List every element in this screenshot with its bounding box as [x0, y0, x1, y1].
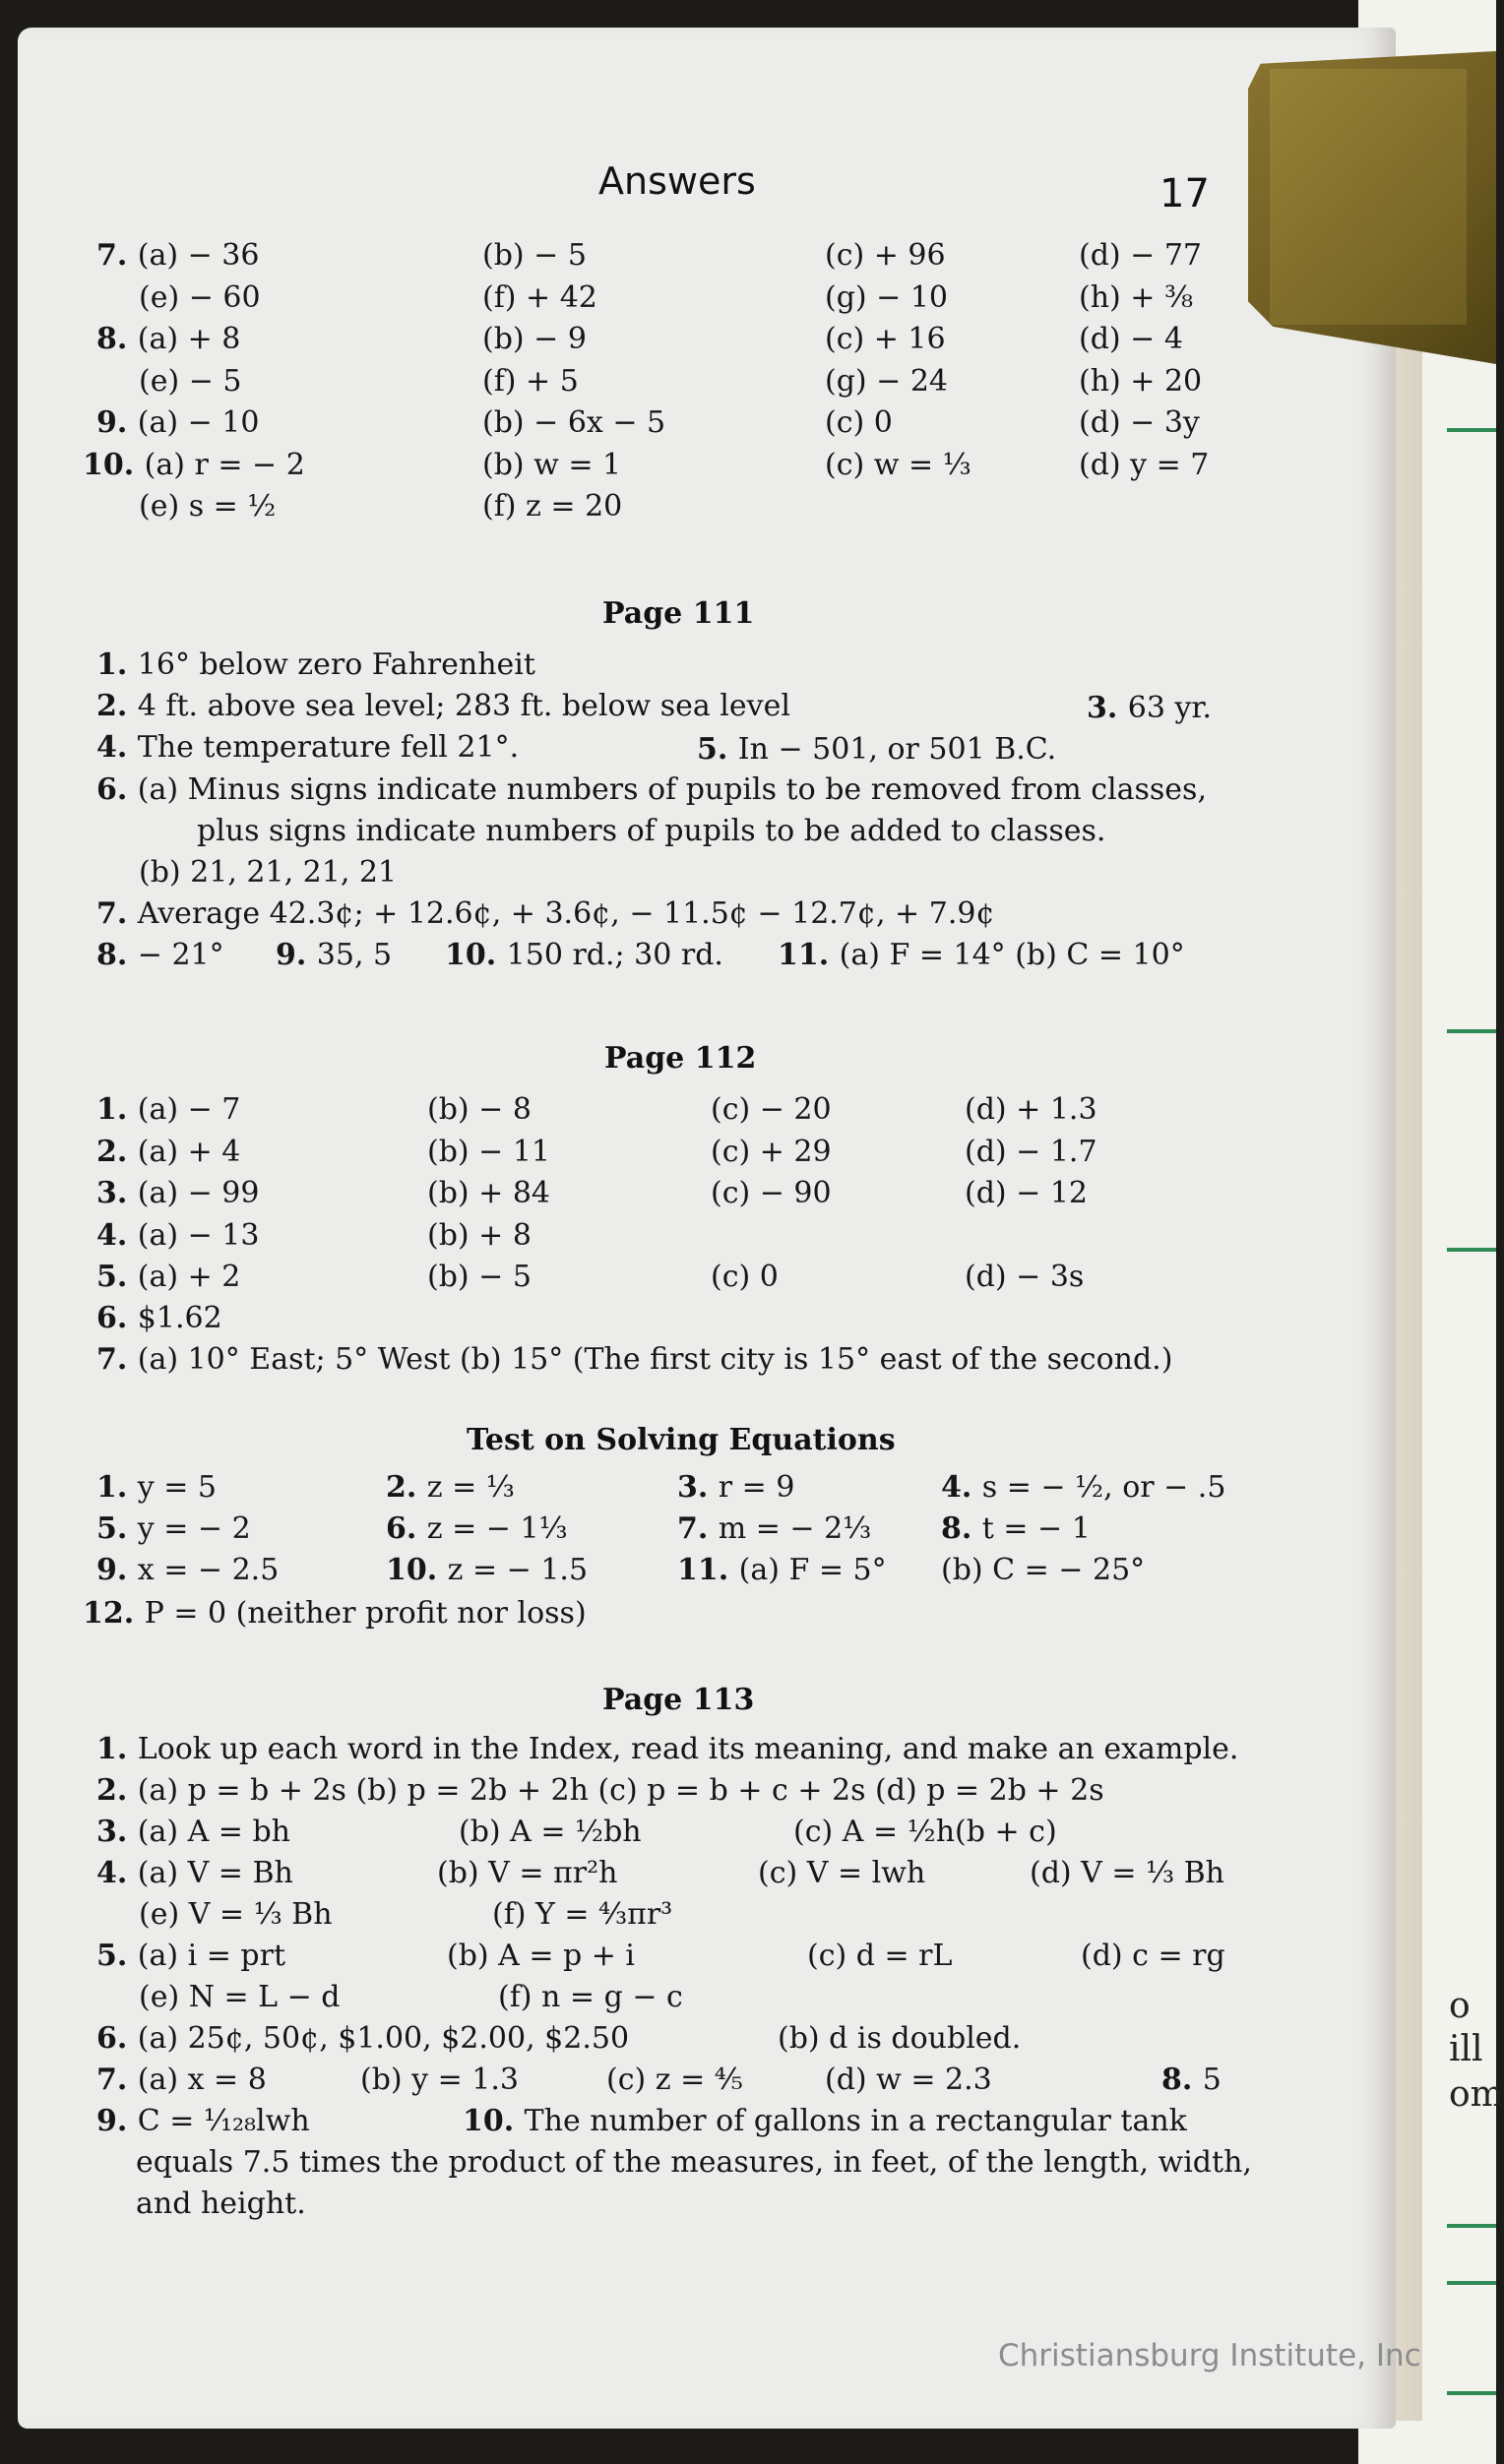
item-number: 8.	[96, 938, 138, 972]
item-text: (d) c = rg	[1081, 1939, 1225, 1973]
answer-item	[941, 1553, 1145, 1587]
answer-item	[276, 938, 392, 972]
green-rule	[1447, 1248, 1496, 1252]
item-number: 8.	[941, 1511, 982, 1546]
item-text: (f) z = 20	[482, 489, 623, 524]
item-text: (d) − 12	[965, 1176, 1088, 1210]
answer-item	[96, 1260, 240, 1294]
answer-item	[96, 405, 259, 440]
item-text: (e) N = L − d	[139, 1980, 341, 2014]
answer-item	[965, 1092, 1097, 1127]
item-text: (a) + 2	[137, 1260, 241, 1294]
answer-item	[1079, 448, 1209, 482]
answer-item	[482, 238, 587, 273]
item-text: 35, 5	[316, 938, 393, 972]
item-text: (f) n = g − c	[498, 1980, 683, 2014]
item-number: 6.	[96, 772, 138, 807]
item-number: 2.	[96, 1773, 138, 1808]
item-text: (c) A = ½h(b + c)	[793, 1815, 1057, 1849]
item-number: 10.	[83, 447, 145, 482]
page-title: Answers	[598, 159, 756, 203]
section-heading: Test on Solving Equations	[467, 1423, 896, 1457]
item-text: (a) − 99	[137, 1176, 260, 1210]
answer-item	[386, 1553, 588, 1587]
answer-item	[1079, 238, 1202, 273]
answer-item	[96, 238, 259, 273]
item-text: and height.	[136, 2187, 306, 2221]
green-rule	[1447, 2391, 1496, 2395]
answer-item	[778, 938, 1185, 972]
answer-item	[482, 448, 621, 482]
item-text: (b) 21, 21, 21, 21	[139, 855, 398, 890]
item-number: 9.	[96, 405, 138, 440]
item-text: (b) d is doubled.	[778, 2021, 1022, 2056]
watermark: Christiansburg Institute, Inc	[998, 2338, 1421, 2373]
index-tab-highlight	[1270, 69, 1467, 325]
answer-item	[96, 938, 224, 972]
item-text: (b) − 9	[482, 322, 587, 356]
item-text: (c) − 90	[711, 1176, 832, 1210]
answer-item	[96, 1856, 293, 1890]
item-text: (a) 10° East; 5° West (b) 15° (The first city is 15° east of the second.)	[137, 1342, 1173, 1377]
answer-item	[965, 1176, 1088, 1210]
item-text: (c) + 16	[825, 322, 946, 356]
item-text: (d) V = ⅓ Bh	[1030, 1856, 1225, 1890]
answer-item	[96, 647, 535, 682]
answer-item	[482, 322, 587, 356]
answer-item	[83, 1596, 587, 1631]
answer-item	[427, 1260, 532, 1294]
item-text: (b) w = 1	[482, 447, 622, 482]
item-text: plus signs indicate numbers of pupils to be added to classes.	[197, 814, 1106, 848]
adjacent-text: o	[1449, 1986, 1471, 2026]
answer-item	[1079, 280, 1193, 315]
item-number: 10.	[386, 1553, 448, 1587]
answer-item	[1079, 322, 1183, 356]
item-text: 63 yr.	[1127, 691, 1213, 725]
item-text: 16° below zero Fahrenheit	[137, 647, 535, 682]
item-number: 2.	[386, 1470, 427, 1505]
item-text: (a) V = Bh	[137, 1856, 293, 1890]
item-text: x = − 2.5	[137, 1553, 280, 1587]
item-text: (a) F = 14° (b) C = 10°	[839, 938, 1185, 972]
item-text: z = − 1⅓	[426, 1511, 568, 1546]
item-text: (a) − 13	[137, 1217, 260, 1253]
item-text: (d) w = 2.3	[825, 2063, 992, 2097]
item-text: (b) − 8	[427, 1092, 532, 1127]
item-text: (a) A = bh	[137, 1815, 290, 1849]
item-text: − 21°	[137, 938, 224, 972]
item-number: 9.	[96, 2104, 138, 2138]
item-number: 6.	[96, 2021, 138, 2056]
answer-item	[136, 2187, 306, 2221]
answer-item	[96, 1176, 259, 1210]
answer-item	[445, 938, 723, 972]
item-text: (c) + 29	[711, 1134, 832, 1169]
item-number: 7.	[96, 896, 138, 931]
answer-item	[711, 1176, 832, 1210]
answer-item	[482, 489, 622, 524]
answer-item	[825, 322, 946, 356]
item-text: (a) − 10	[137, 405, 260, 440]
item-text: (b) y = 1.3	[360, 2063, 520, 2097]
item-text: (b) + 84	[427, 1176, 550, 1210]
answer-item	[96, 1815, 290, 1849]
item-text: 5	[1202, 2063, 1222, 2097]
item-text: (b) A = ½bh	[459, 1815, 642, 1849]
item-number: 7.	[677, 1511, 719, 1546]
answer-item	[139, 855, 397, 890]
item-number: 7.	[96, 2063, 138, 2097]
answer-item	[498, 1980, 683, 2014]
item-text: (c) 0	[825, 405, 893, 440]
item-number: 3.	[1087, 691, 1128, 725]
item-text: (h) + 20	[1079, 363, 1203, 399]
item-number: 4.	[96, 730, 138, 765]
answer-item	[482, 364, 579, 399]
answer-item	[482, 280, 597, 315]
item-text: (f) Y = ⁴⁄₃πr³	[492, 1897, 673, 1932]
item-text: (a) 25¢, 50¢, $1.00, $2.00, $2.50	[137, 2021, 630, 2056]
answer-item	[941, 1470, 1225, 1505]
item-text: (e) V = ⅓ Bh	[139, 1897, 333, 1932]
answer-item	[711, 1260, 779, 1294]
answer-item	[139, 280, 261, 315]
answer-item	[677, 1511, 871, 1546]
item-text: t = − 1	[981, 1511, 1091, 1546]
item-text: (a) i = prt	[137, 1939, 285, 1973]
item-text: (d) − 4	[1079, 322, 1183, 356]
item-text: equals 7.5 times the product of the measures, in feet, of the length, width,	[136, 2145, 1252, 2180]
answer-item	[427, 1135, 550, 1169]
item-text: Look up each word in the Index, read its meaning, and make an example.	[137, 1732, 1239, 1766]
item-text: (a) p = b + 2s (b) p = 2b + 2h (c) p = b + c + 2s (d) p = 2b + 2s	[137, 1773, 1104, 1808]
item-number: 2.	[96, 1134, 138, 1169]
item-number: 7.	[96, 1342, 138, 1377]
item-number: 4.	[941, 1470, 982, 1505]
answer-item	[606, 2063, 743, 2097]
adjacent-text: om	[1449, 2074, 1504, 2115]
item-text: (a) − 7	[137, 1092, 241, 1127]
item-number: 5.	[96, 1511, 138, 1546]
answer-item	[825, 364, 948, 399]
answer-item	[96, 1135, 240, 1169]
adjacent-text: ill	[1449, 2029, 1483, 2069]
item-text: (d) − 77	[1079, 238, 1202, 273]
item-text: $1.62	[137, 1301, 222, 1335]
item-text: (c) w = ⅓	[825, 447, 971, 482]
item-number: 11.	[677, 1553, 739, 1587]
answer-item	[711, 1092, 832, 1127]
answer-item	[711, 1135, 832, 1169]
answer-item	[697, 732, 1056, 767]
item-text: (d) y = 7	[1079, 447, 1210, 482]
item-text: (c) + 96	[825, 238, 946, 273]
item-text: m = − 2⅓	[718, 1511, 872, 1546]
answer-item	[139, 1897, 333, 1932]
item-text: Average 42.3¢; + 12.6¢, + 3.6¢, − 11.5¢ − 12.7¢, + 7.9¢	[137, 896, 995, 931]
green-rule	[1447, 1029, 1496, 1033]
item-text: z = ⅓	[426, 1470, 515, 1505]
answer-item	[793, 1815, 1057, 1849]
answer-item	[96, 730, 519, 765]
answer-item	[965, 1260, 1084, 1294]
answer-item	[1161, 2063, 1222, 2097]
item-text: s = − ½, or − .5	[981, 1470, 1226, 1505]
item-number: 1.	[96, 1732, 138, 1766]
item-text: In − 501, or 501 B.C.	[737, 732, 1057, 767]
item-text: The number of gallons in a rectangular tank	[524, 2104, 1187, 2138]
item-text: (c) z = ⅘	[606, 2063, 743, 2097]
item-number: 12.	[83, 1596, 145, 1631]
item-text: (b) − 5	[482, 238, 587, 273]
answer-item	[427, 1218, 532, 1253]
item-text: (d) − 3y	[1079, 405, 1200, 440]
item-number: 8.	[96, 322, 138, 356]
item-text: (c) − 20	[711, 1092, 832, 1127]
item-number: 3.	[96, 1176, 138, 1210]
item-text: (a) F = 5°	[738, 1553, 887, 1587]
answer-item	[1079, 405, 1200, 440]
item-text: (g) − 10	[825, 279, 948, 315]
answer-item	[447, 1939, 635, 1973]
item-number: 4.	[96, 1217, 138, 1253]
item-number: 10.	[445, 938, 507, 972]
answer-item	[83, 448, 305, 482]
answer-item	[677, 1553, 887, 1587]
answer-item	[96, 896, 995, 931]
answer-item	[139, 489, 276, 524]
answer-item	[197, 814, 1105, 848]
item-number: 7.	[96, 238, 138, 273]
item-text: (b) V = πr²h	[437, 1856, 618, 1890]
item-text: The temperature fell 21°.	[137, 730, 520, 765]
item-number: 4.	[96, 1856, 138, 1890]
answer-item	[825, 238, 946, 273]
answer-item	[758, 1856, 925, 1890]
green-rule	[1447, 2224, 1496, 2228]
answer-item	[96, 772, 1207, 807]
item-number: 3.	[96, 1815, 138, 1849]
item-text: (f) + 5	[482, 363, 579, 399]
item-text: (a) x = 8	[137, 2063, 267, 2097]
answer-item	[96, 2063, 267, 2097]
answer-item	[136, 2145, 1252, 2180]
answer-item	[360, 2063, 519, 2097]
item-number: 6.	[386, 1511, 427, 1546]
item-text: 150 rd.; 30 rd.	[506, 938, 723, 972]
item-text: (b) − 11	[427, 1134, 550, 1169]
item-text: (d) − 3s	[965, 1260, 1085, 1294]
item-number: 8.	[1161, 2063, 1203, 2097]
item-text: y = − 2	[137, 1511, 251, 1546]
item-number: 1.	[96, 1470, 138, 1505]
item-number: 1.	[96, 647, 138, 682]
green-rule	[1447, 2281, 1496, 2285]
answer-item	[965, 1135, 1097, 1169]
answer-item	[778, 2021, 1021, 2056]
section-heading: Page 113	[602, 1683, 755, 1717]
item-text: (d) + 1.3	[965, 1092, 1097, 1127]
answer-item	[459, 1815, 642, 1849]
section-heading: Page 112	[604, 1041, 757, 1076]
answer-item	[96, 1732, 1238, 1766]
answer-item	[463, 2104, 1187, 2138]
answer-item	[96, 1773, 1104, 1808]
answer-item	[96, 1553, 279, 1587]
item-text: (h) + ⅜	[1079, 279, 1194, 315]
item-number: 3.	[677, 1470, 719, 1505]
answer-item	[386, 1470, 515, 1505]
answer-item	[427, 1176, 550, 1210]
answer-item	[941, 1511, 1091, 1546]
answer-item	[386, 1511, 568, 1546]
answer-item	[1030, 1856, 1224, 1890]
item-text: z = − 1.5	[447, 1553, 589, 1587]
item-text: C = ¹⁄₁₂₈lwh	[137, 2104, 310, 2138]
answer-item	[96, 1470, 217, 1505]
answer-item	[96, 2104, 310, 2138]
answer-item	[139, 1980, 341, 2014]
item-text: y = 5	[137, 1470, 218, 1505]
item-text: (a) Minus signs indicate numbers of pupils to be removed from classes,	[137, 772, 1207, 807]
item-text: (b) − 5	[427, 1260, 532, 1294]
item-text: (b) A = p + i	[447, 1939, 636, 1973]
item-text: (b) C = − 25°	[941, 1553, 1146, 1587]
item-text: (f) + 42	[482, 279, 597, 315]
answer-item	[437, 1856, 617, 1890]
green-rule	[1447, 428, 1496, 432]
answer-item	[825, 448, 971, 482]
answer-item	[96, 322, 240, 356]
answer-item	[96, 689, 790, 723]
answer-item	[427, 1092, 532, 1127]
item-number: 9.	[96, 1553, 138, 1587]
item-text: (b) − 6x − 5	[482, 405, 666, 440]
item-number: 1.	[96, 1092, 138, 1127]
item-number: 10.	[463, 2104, 525, 2138]
answer-item	[492, 1897, 672, 1932]
answer-item	[96, 1342, 1172, 1377]
item-number: 5.	[96, 1260, 138, 1294]
item-text: (e) − 5	[139, 363, 242, 399]
answer-item	[825, 280, 948, 315]
answer-item	[825, 2063, 992, 2097]
item-text: (e) − 60	[139, 279, 261, 315]
item-text: (a) r = − 2	[144, 447, 305, 482]
item-text: (e) s = ½	[139, 489, 277, 524]
answer-item	[96, 2021, 629, 2056]
answer-item	[482, 405, 665, 440]
answer-item	[677, 1470, 794, 1505]
answer-item	[96, 1939, 285, 1973]
answer-item	[96, 1092, 240, 1127]
item-text: 4 ft. above sea level; 283 ft. below sea level	[137, 689, 790, 723]
item-text: r = 9	[718, 1470, 795, 1505]
item-text: (a) + 4	[137, 1134, 241, 1169]
item-text: (a) + 8	[137, 322, 241, 356]
answer-item	[807, 1939, 952, 1973]
item-text: (c) V = lwh	[758, 1856, 926, 1890]
answer-item	[96, 1218, 259, 1253]
item-number: 2.	[96, 689, 138, 723]
item-text: (c) 0	[711, 1260, 779, 1294]
item-number: 11.	[778, 938, 840, 972]
item-number: 9.	[276, 938, 317, 972]
page-number: 17	[1159, 171, 1210, 216]
item-number: 5.	[697, 732, 738, 767]
answer-item	[96, 1511, 251, 1546]
answer-item	[139, 364, 241, 399]
item-number: 5.	[96, 1939, 138, 1973]
section-heading: Page 111	[602, 596, 755, 631]
item-text: (a) − 36	[137, 238, 260, 273]
item-text: (d) − 1.7	[965, 1134, 1097, 1169]
item-text: (c) d = rL	[807, 1939, 953, 1973]
answer-item	[1081, 1939, 1225, 1973]
answer-item	[1087, 691, 1212, 725]
item-number: 6.	[96, 1301, 138, 1335]
item-text: (g) − 24	[825, 363, 948, 399]
answer-item	[825, 405, 893, 440]
answer-item	[1079, 364, 1202, 399]
item-text: P = 0 (neither profit nor loss)	[144, 1596, 587, 1631]
answer-item	[96, 1301, 222, 1335]
item-text: (b) + 8	[427, 1217, 532, 1253]
